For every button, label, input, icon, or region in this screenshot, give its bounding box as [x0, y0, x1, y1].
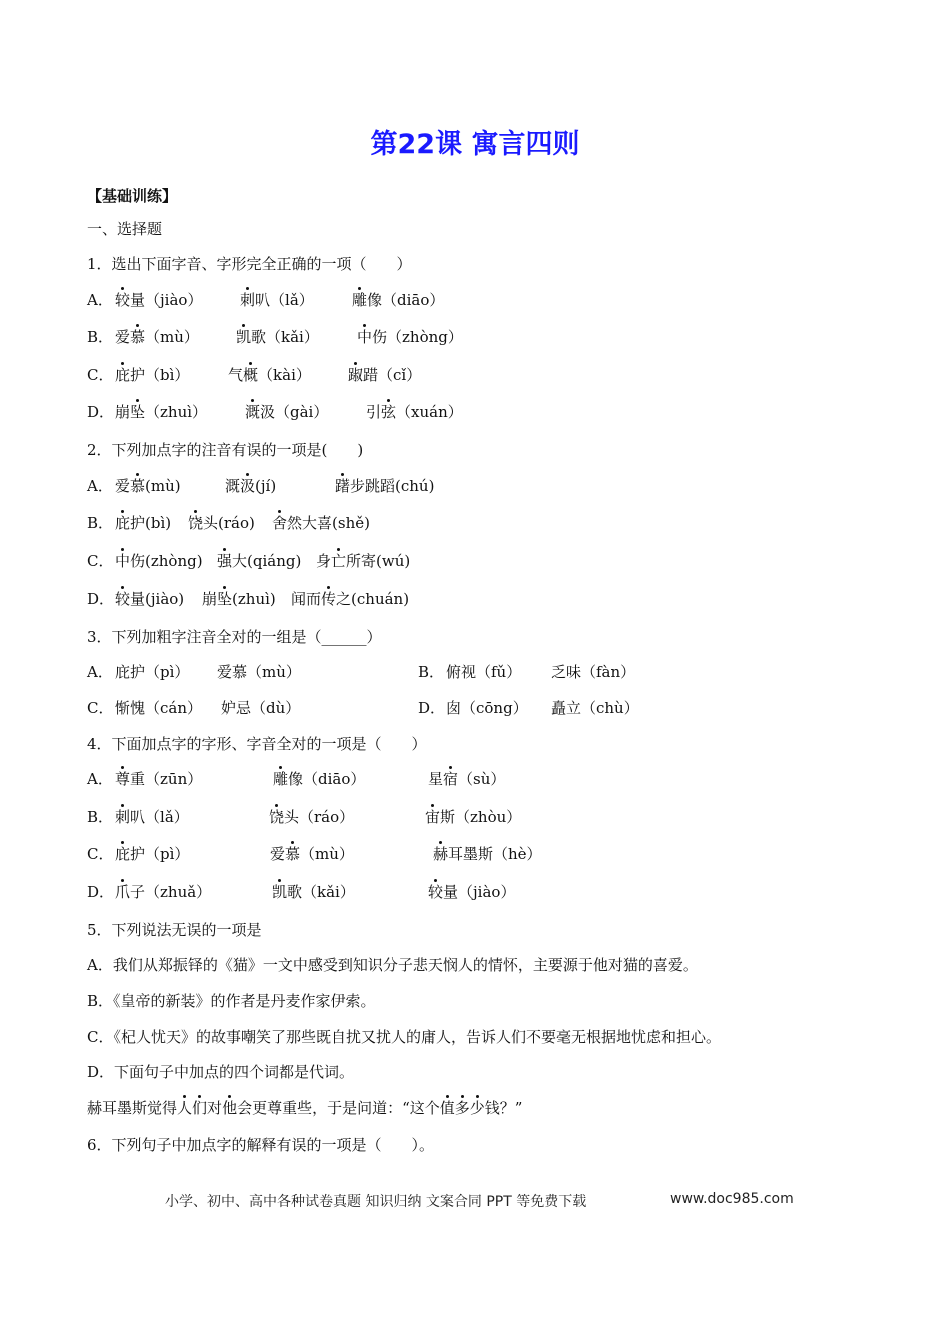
- option-term: [115, 326, 199, 348]
- text-run: （xuán）: [396, 403, 463, 421]
- dotted-char: 溉: [245, 403, 261, 421]
- option-term: [425, 806, 521, 828]
- dotted-char: 值: [439, 1099, 455, 1117]
- dotted-char: 躇: [335, 477, 351, 495]
- text-run: 溉: [225, 477, 241, 495]
- option-term: [115, 364, 189, 386]
- option-term: [115, 588, 184, 610]
- dotted-char: 饶: [188, 514, 204, 532]
- text-run: 赫耳墨斯觉得: [87, 1099, 178, 1117]
- line-text: 一、选择题: [87, 220, 163, 238]
- option-term: [115, 401, 207, 423]
- footer-text: 小学、初中、高中各种试卷真题 知识归纳 文案合同 PPT 等免费下载: [165, 1194, 587, 1210]
- text-run: 头（ráo）: [284, 808, 355, 826]
- dotted-char: 他: [222, 1099, 238, 1117]
- dotted-char: 较: [115, 590, 131, 608]
- page-title: 第22课 寓言四则: [370, 129, 580, 160]
- option-label[interactable]: A．: [87, 291, 113, 309]
- dotted-char: 庇: [115, 845, 131, 863]
- text-run: （zhuì）: [145, 403, 208, 421]
- text-run: 重（zūn）: [130, 770, 203, 788]
- text-run: 然大喜(shě): [287, 514, 370, 532]
- text-run: 崩: [115, 403, 131, 421]
- text-run: 大(qiáng): [232, 552, 302, 570]
- line-text: A．我们从郑振铎的《猫》一文中感受到知识分子悲天悯人的情怀，主要源于他对猫的喜爱。: [87, 956, 698, 974]
- dotted-char: 凯: [272, 883, 288, 901]
- option-term: [115, 843, 189, 865]
- option-term: [115, 475, 181, 497]
- option-term: 俯视（fǔ）: [446, 663, 522, 681]
- option-term: [245, 401, 328, 423]
- text-run: 量（jiào）: [443, 883, 516, 901]
- line-text: D．下面句子中加点的四个词都是代词。: [87, 1063, 355, 1081]
- text-run: 踖（cǐ）: [363, 366, 422, 384]
- option-term: [428, 768, 505, 790]
- dotted-char: 慕: [130, 328, 146, 346]
- footer-url[interactable]: www.doc985.com: [670, 1191, 794, 1207]
- option-label[interactable]: A．: [87, 477, 113, 495]
- option-term: [428, 881, 515, 903]
- option-term: 妒忌（dù）: [221, 699, 301, 717]
- text-run: 伤（zhòng）: [372, 328, 463, 346]
- dotted-char: 刺: [115, 808, 131, 826]
- line-text: 2．下列加点字的注音有误的一项是( ): [87, 441, 364, 459]
- dotted-char: 慕: [130, 477, 146, 495]
- text-run: 爱: [270, 845, 286, 863]
- text-run: 伤(zhòng): [130, 552, 203, 570]
- text-run: 斯（zhòu）: [440, 808, 522, 826]
- text-run: 像（diāo）: [288, 770, 366, 788]
- dotted-char: 概: [243, 366, 259, 384]
- dotted-char: 宙: [425, 808, 441, 826]
- dotted-char: 坠: [217, 590, 233, 608]
- text-run: 量（jiào）: [130, 291, 203, 309]
- option-term: [348, 364, 421, 386]
- dotted-char: 舍: [272, 514, 288, 532]
- line-text: 5．下列说法无误的一项是: [87, 921, 262, 939]
- text-run: （mù）: [145, 328, 199, 346]
- text-run: 钱？”: [484, 1099, 523, 1117]
- option-term: [115, 881, 211, 903]
- text-run: 子（zhuǎ）: [130, 883, 212, 901]
- option-term: 庇护（pì）: [115, 663, 190, 681]
- option-term: [335, 475, 434, 497]
- option-term: [352, 289, 444, 311]
- option-label[interactable]: B．: [87, 808, 114, 826]
- option-label[interactable]: A．: [87, 663, 113, 681]
- dotted-char: 爪: [115, 883, 131, 901]
- text-run: 之(chuán): [336, 590, 410, 608]
- text-run: (zhuì): [232, 590, 276, 608]
- dotted-char: 较: [428, 883, 444, 901]
- dotted-char: 饶: [269, 808, 285, 826]
- option-label[interactable]: C．: [87, 845, 114, 863]
- dotted-char: 弦: [381, 403, 397, 421]
- text-run: 身: [316, 552, 332, 570]
- line-text: 6．下列句子中加点字的解释有误的一项是（ ）。: [87, 1136, 435, 1154]
- option-label[interactable]: B．: [418, 663, 445, 681]
- text-run: 闻而: [291, 590, 322, 608]
- footer: [165, 1191, 794, 1211]
- dotted-char: 坠: [130, 403, 146, 421]
- text-run: 歌（kǎi）: [251, 328, 319, 346]
- option-label[interactable]: B．: [87, 514, 114, 532]
- option-term: [270, 843, 354, 865]
- text-run: 崩: [202, 590, 218, 608]
- option-term: [433, 843, 542, 865]
- text-run: 步跳蹈(chú): [350, 477, 435, 495]
- option-label[interactable]: C．: [87, 699, 114, 717]
- line-text: 1．选出下面字音、字形完全正确的一项（ ）: [87, 255, 412, 273]
- text-run: 对: [207, 1099, 223, 1117]
- text-run: 耳墨斯（hè）: [448, 845, 542, 863]
- option-term: 囱（cōng）: [446, 699, 528, 717]
- option-label[interactable]: D．: [87, 590, 115, 608]
- option-term: [291, 588, 409, 610]
- option-term: [272, 512, 370, 534]
- option-term: [366, 401, 463, 423]
- option-term: [316, 550, 410, 572]
- text-run: 护（bì）: [130, 366, 190, 384]
- option-term: [272, 881, 355, 903]
- option-term: [217, 550, 301, 572]
- option-term: [115, 806, 189, 828]
- text-run: 护（pì）: [130, 845, 190, 863]
- dotted-char: 中: [115, 552, 131, 570]
- dotted-char: 凯: [236, 328, 252, 346]
- option-term: 爱慕（mù）: [217, 663, 301, 681]
- option-label[interactable]: C．: [87, 552, 114, 570]
- dotted-char: 踧: [348, 366, 364, 384]
- option-term: [202, 588, 276, 610]
- option-term: 乏味（fàn）: [551, 663, 636, 681]
- text-run: 所寄(wú): [346, 552, 411, 570]
- dotted-char: 亡: [331, 552, 347, 570]
- dotted-char: 雕: [273, 770, 289, 788]
- text-run: 爱: [115, 328, 131, 346]
- text-run: 歌（kǎi）: [287, 883, 355, 901]
- line-text: 4．下面加点字的字形、字音全对的一项是（ ）: [87, 735, 427, 753]
- section-heading: 【基础训练】: [87, 187, 178, 205]
- text-run: 叭（lǎ）: [255, 291, 314, 309]
- option-label[interactable]: A．: [87, 770, 113, 788]
- dotted-char: 雕: [352, 291, 368, 309]
- option-term: [225, 475, 276, 497]
- dotted-char: 强: [217, 552, 233, 570]
- text-run: 星: [428, 770, 444, 788]
- text-run: 气: [228, 366, 244, 384]
- dotted-char: 多: [454, 1099, 470, 1117]
- dotted-char: 庇: [115, 366, 131, 384]
- line-text: C．《杞人忧天》的故事嘲笑了那些既自扰又扰人的庸人，告诉人们不要毫无根据地忧虑和担心。: [87, 1028, 721, 1046]
- option-term: [357, 326, 463, 348]
- option-label[interactable]: C．: [87, 366, 114, 384]
- dotted-char: 中: [357, 328, 373, 346]
- dotted-char: 尊: [115, 770, 131, 788]
- option-term: [115, 768, 202, 790]
- dotted-char: 汲: [240, 477, 256, 495]
- text-run: 像（diāo）: [367, 291, 445, 309]
- text-run: 会更尊重些，于是问道：“这个: [237, 1099, 440, 1117]
- option-label[interactable]: D．: [87, 403, 115, 421]
- option-term: 惭愧（cán）: [115, 699, 203, 717]
- option-label[interactable]: B．: [87, 328, 114, 346]
- dotted-char: 较: [115, 291, 131, 309]
- text-run: 引: [366, 403, 382, 421]
- text-run: 汲（gài）: [260, 403, 329, 421]
- text-run: 头(ráo): [203, 514, 255, 532]
- option-term: [188, 512, 255, 534]
- option-term: [228, 364, 311, 386]
- option-label[interactable]: D．: [87, 883, 115, 901]
- text-run: （sù）: [458, 770, 506, 788]
- dotted-char: 庇: [115, 514, 131, 532]
- option-term: [115, 550, 203, 572]
- text-run: （kài）: [258, 366, 311, 384]
- dotted-char: 慕: [285, 845, 301, 863]
- text-run: (mù): [145, 477, 181, 495]
- option-label[interactable]: D．: [418, 699, 446, 717]
- text-run: 爱: [115, 477, 131, 495]
- dotted-char: 人: [177, 1099, 193, 1117]
- option-term: [240, 289, 314, 311]
- dotted-char: 少: [469, 1099, 485, 1117]
- text-run: 叭（lǎ）: [130, 808, 189, 826]
- option-term: [273, 768, 365, 790]
- dotted-char: 传: [321, 590, 337, 608]
- dotted-char: 赫: [433, 845, 449, 863]
- option-term: [115, 289, 202, 311]
- text-run: 护(bì): [130, 514, 172, 532]
- dotted-char: 宿: [443, 770, 459, 788]
- option-term: [236, 326, 319, 348]
- option-term: [115, 512, 171, 534]
- dotted-char: 们: [192, 1099, 208, 1117]
- text-run: （mù）: [300, 845, 354, 863]
- line-text: B．《皇帝的新装》的作者是丹麦作家伊索。: [87, 992, 376, 1010]
- option-term: 矗立（chù）: [551, 699, 639, 717]
- dotted-char: 刺: [240, 291, 256, 309]
- line-text: 3．下列加粗字注音全对的一组是（______）: [87, 628, 382, 646]
- option-term: [269, 806, 354, 828]
- text-run: (jí): [255, 477, 277, 495]
- sentence-text: [87, 1097, 522, 1119]
- text-run: 量(jiào): [130, 590, 185, 608]
